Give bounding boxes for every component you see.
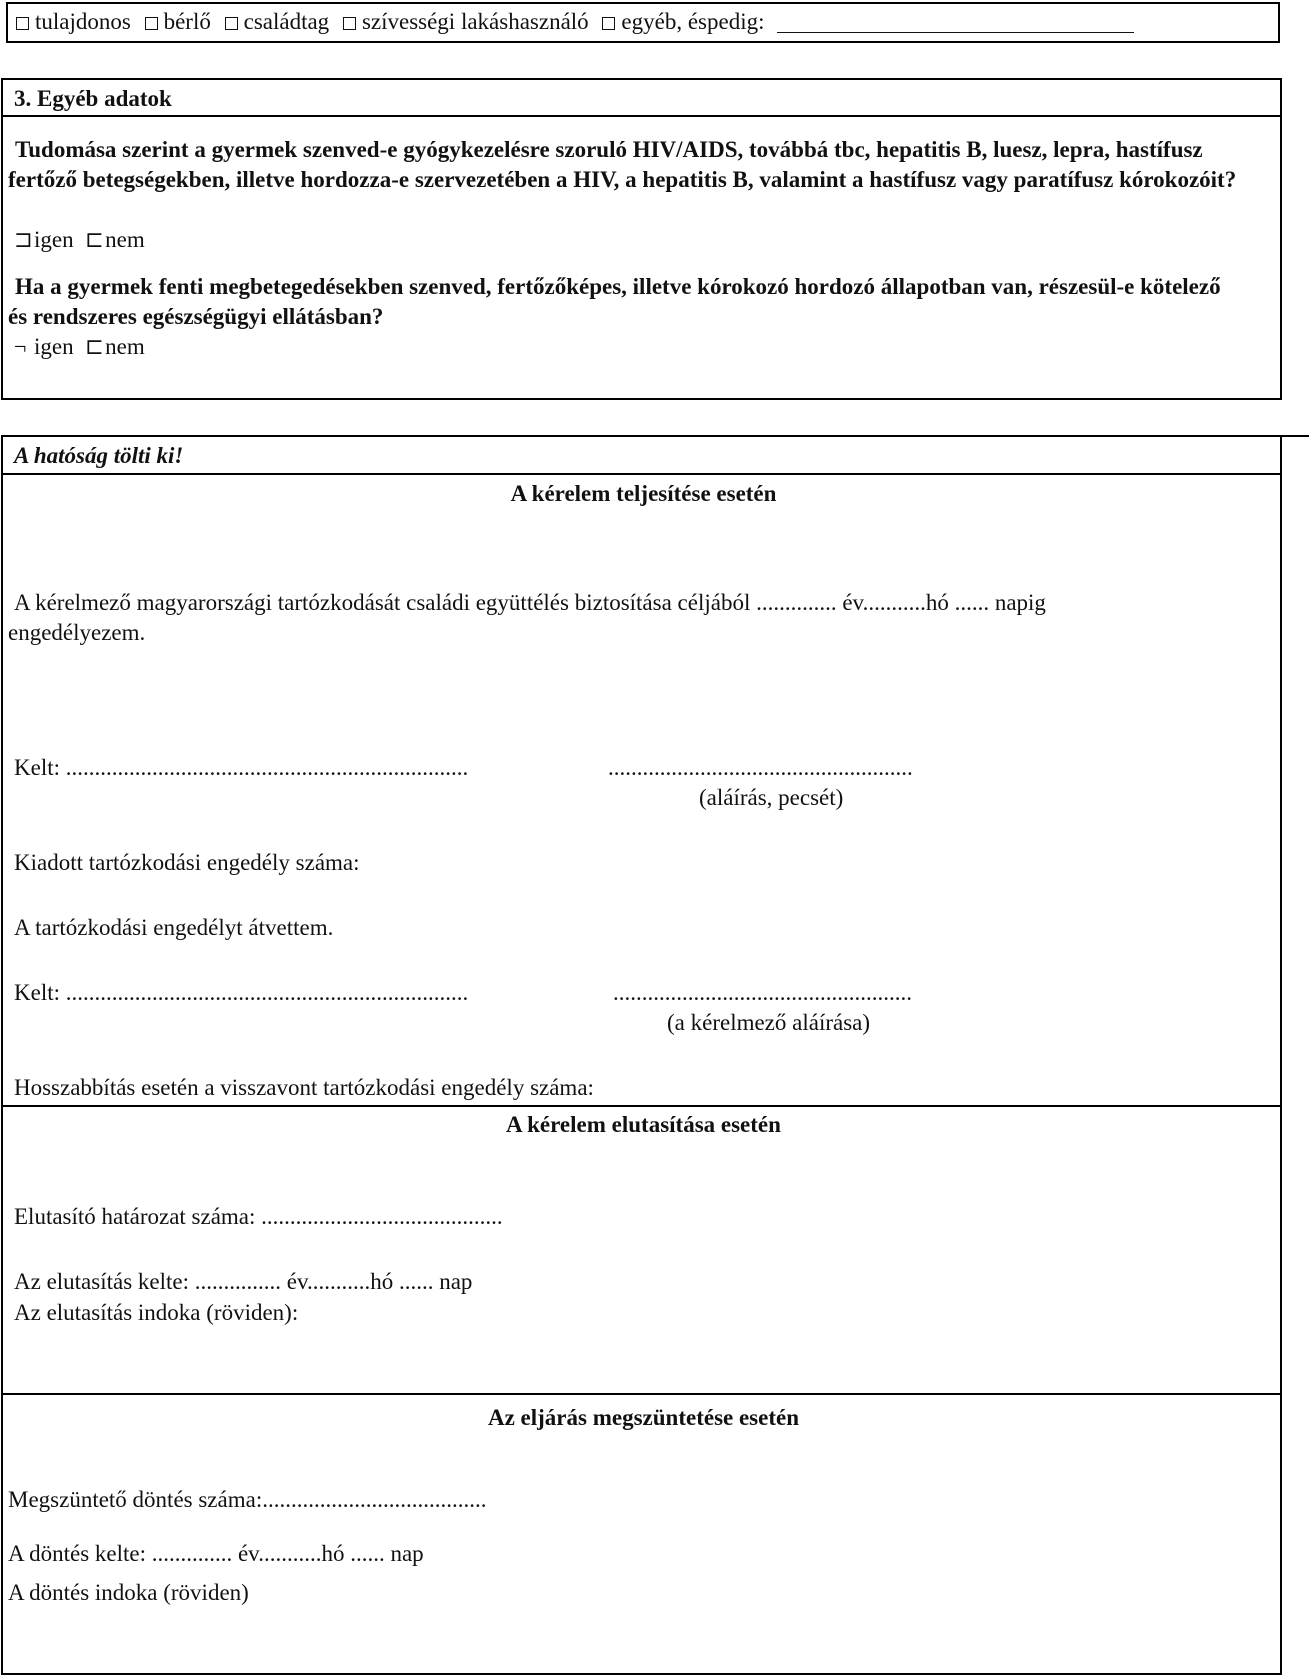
rejection-date[interactable]: Az elutasítás kelte: ............... év...........hó ...... nap (14, 1269, 473, 1294)
permit-received: A tartózkodási engedélyt átvettem. (14, 915, 334, 940)
authority-title-divider (1, 473, 1282, 475)
kelt-2[interactable]: Kelt: ...................................................................... (14, 980, 469, 1005)
q2-answers (14, 332, 145, 362)
option-courtesy-user[interactable]: szívességi lakáshasználó (343, 9, 589, 34)
rejection-reason: Az elutasítás indoka (röviden): (14, 1300, 299, 1325)
q2-yes-option[interactable]: ¬ igen (14, 334, 74, 359)
rejection-decision-number[interactable]: Elutasító határozat száma: .......................................... (14, 1204, 503, 1229)
section3-title: 3. Egyéb adatok (14, 86, 172, 111)
approval-text-line2: engedélyezem. (8, 620, 146, 645)
checkbox-icon[interactable] (602, 17, 615, 30)
checkbox-icon[interactable]: ⊏ (85, 334, 104, 359)
authority-top-extension (1280, 435, 1309, 437)
checkbox-icon[interactable] (145, 17, 158, 30)
checkbox-icon[interactable]: ⊐ (14, 227, 33, 252)
q1-answers (14, 225, 145, 255)
option-owner[interactable]: tulajdonos (16, 9, 131, 34)
kelt-1[interactable]: Kelt: ...................................................................... (14, 755, 469, 780)
permit-number-label: Kiadott tartózkodási engedély száma: (14, 850, 360, 875)
option-tenant[interactable]: bérlő (145, 9, 211, 34)
section3-box (1, 78, 1282, 400)
ownership-options (16, 7, 1134, 37)
checkbox-icon[interactable] (225, 17, 238, 30)
checkbox-icon[interactable] (16, 17, 29, 30)
checkbox-icon[interactable]: ¬ (14, 334, 27, 359)
approval-text-line1: A kérelmező magyarországi tartózkodását családi együttélés biztosítása céljából .............. év...........hó ...... napig (14, 590, 1046, 615)
q1-yes-option[interactable]: ⊐igen (14, 227, 74, 252)
q1-no-option[interactable]: ⊏nem (85, 227, 145, 252)
signature-2-caption: (a kérelmező aláírása) (667, 1010, 871, 1035)
extension-label: Hosszabbítás esetén a visszavont tartózkodási engedély száma: (14, 1075, 594, 1100)
termination-date[interactable]: A döntés kelte: .............. év...........hó ...... nap (8, 1541, 424, 1566)
signature-1-line[interactable]: ..................................................... (608, 755, 913, 780)
checkbox-icon[interactable]: ⊏ (85, 227, 104, 252)
approval-heading: A kérelem teljesítése esetén (510, 481, 777, 506)
rejection-heading: A kérelem elutasítása esetén (506, 1112, 781, 1137)
option-other[interactable]: egyéb, éspedig: (602, 9, 764, 34)
option-family-member[interactable]: családtag (225, 9, 330, 34)
rejection-divider (1, 1105, 1282, 1107)
question-infectious-disease: Tudomása szerint a gyermek szenved-e gyógykezelésre szoruló HIV/AIDS, továbbá tbc, hepatitis B, luesz, lepra, hastífusz fertőző betegségekben, illetve hordozza-e szervezetében a HIV, a hepatitis B, valamint a hastífusz vagy paratífusz kórokozóit? (8, 137, 1237, 192)
question-health-care: Ha a gyermek fenti megbetegedésekben szenved, fertőzőképes, illetve kórokozó hordozó állapotban van, részesül-e kötelező és rendszeres egészségügyi ellátásban? (8, 274, 1221, 329)
termination-decision-number[interactable]: Megszüntető döntés száma:....................................... (8, 1487, 487, 1512)
termination-divider (1, 1393, 1282, 1395)
q2-no-option[interactable]: ⊏nem (85, 334, 145, 359)
authority-title: A hatóság tölti ki! (14, 443, 184, 468)
signature-2-line[interactable]: .................................................... (613, 980, 912, 1005)
checkbox-icon[interactable] (343, 17, 356, 30)
termination-heading: Az eljárás megszüntetése esetén (487, 1405, 800, 1430)
signature-1-caption: (aláírás, pecsét) (699, 785, 844, 810)
other-fill-line[interactable] (777, 12, 1134, 33)
section3-divider (1, 115, 1282, 117)
termination-reason: A döntés indoka (röviden) (8, 1580, 249, 1605)
